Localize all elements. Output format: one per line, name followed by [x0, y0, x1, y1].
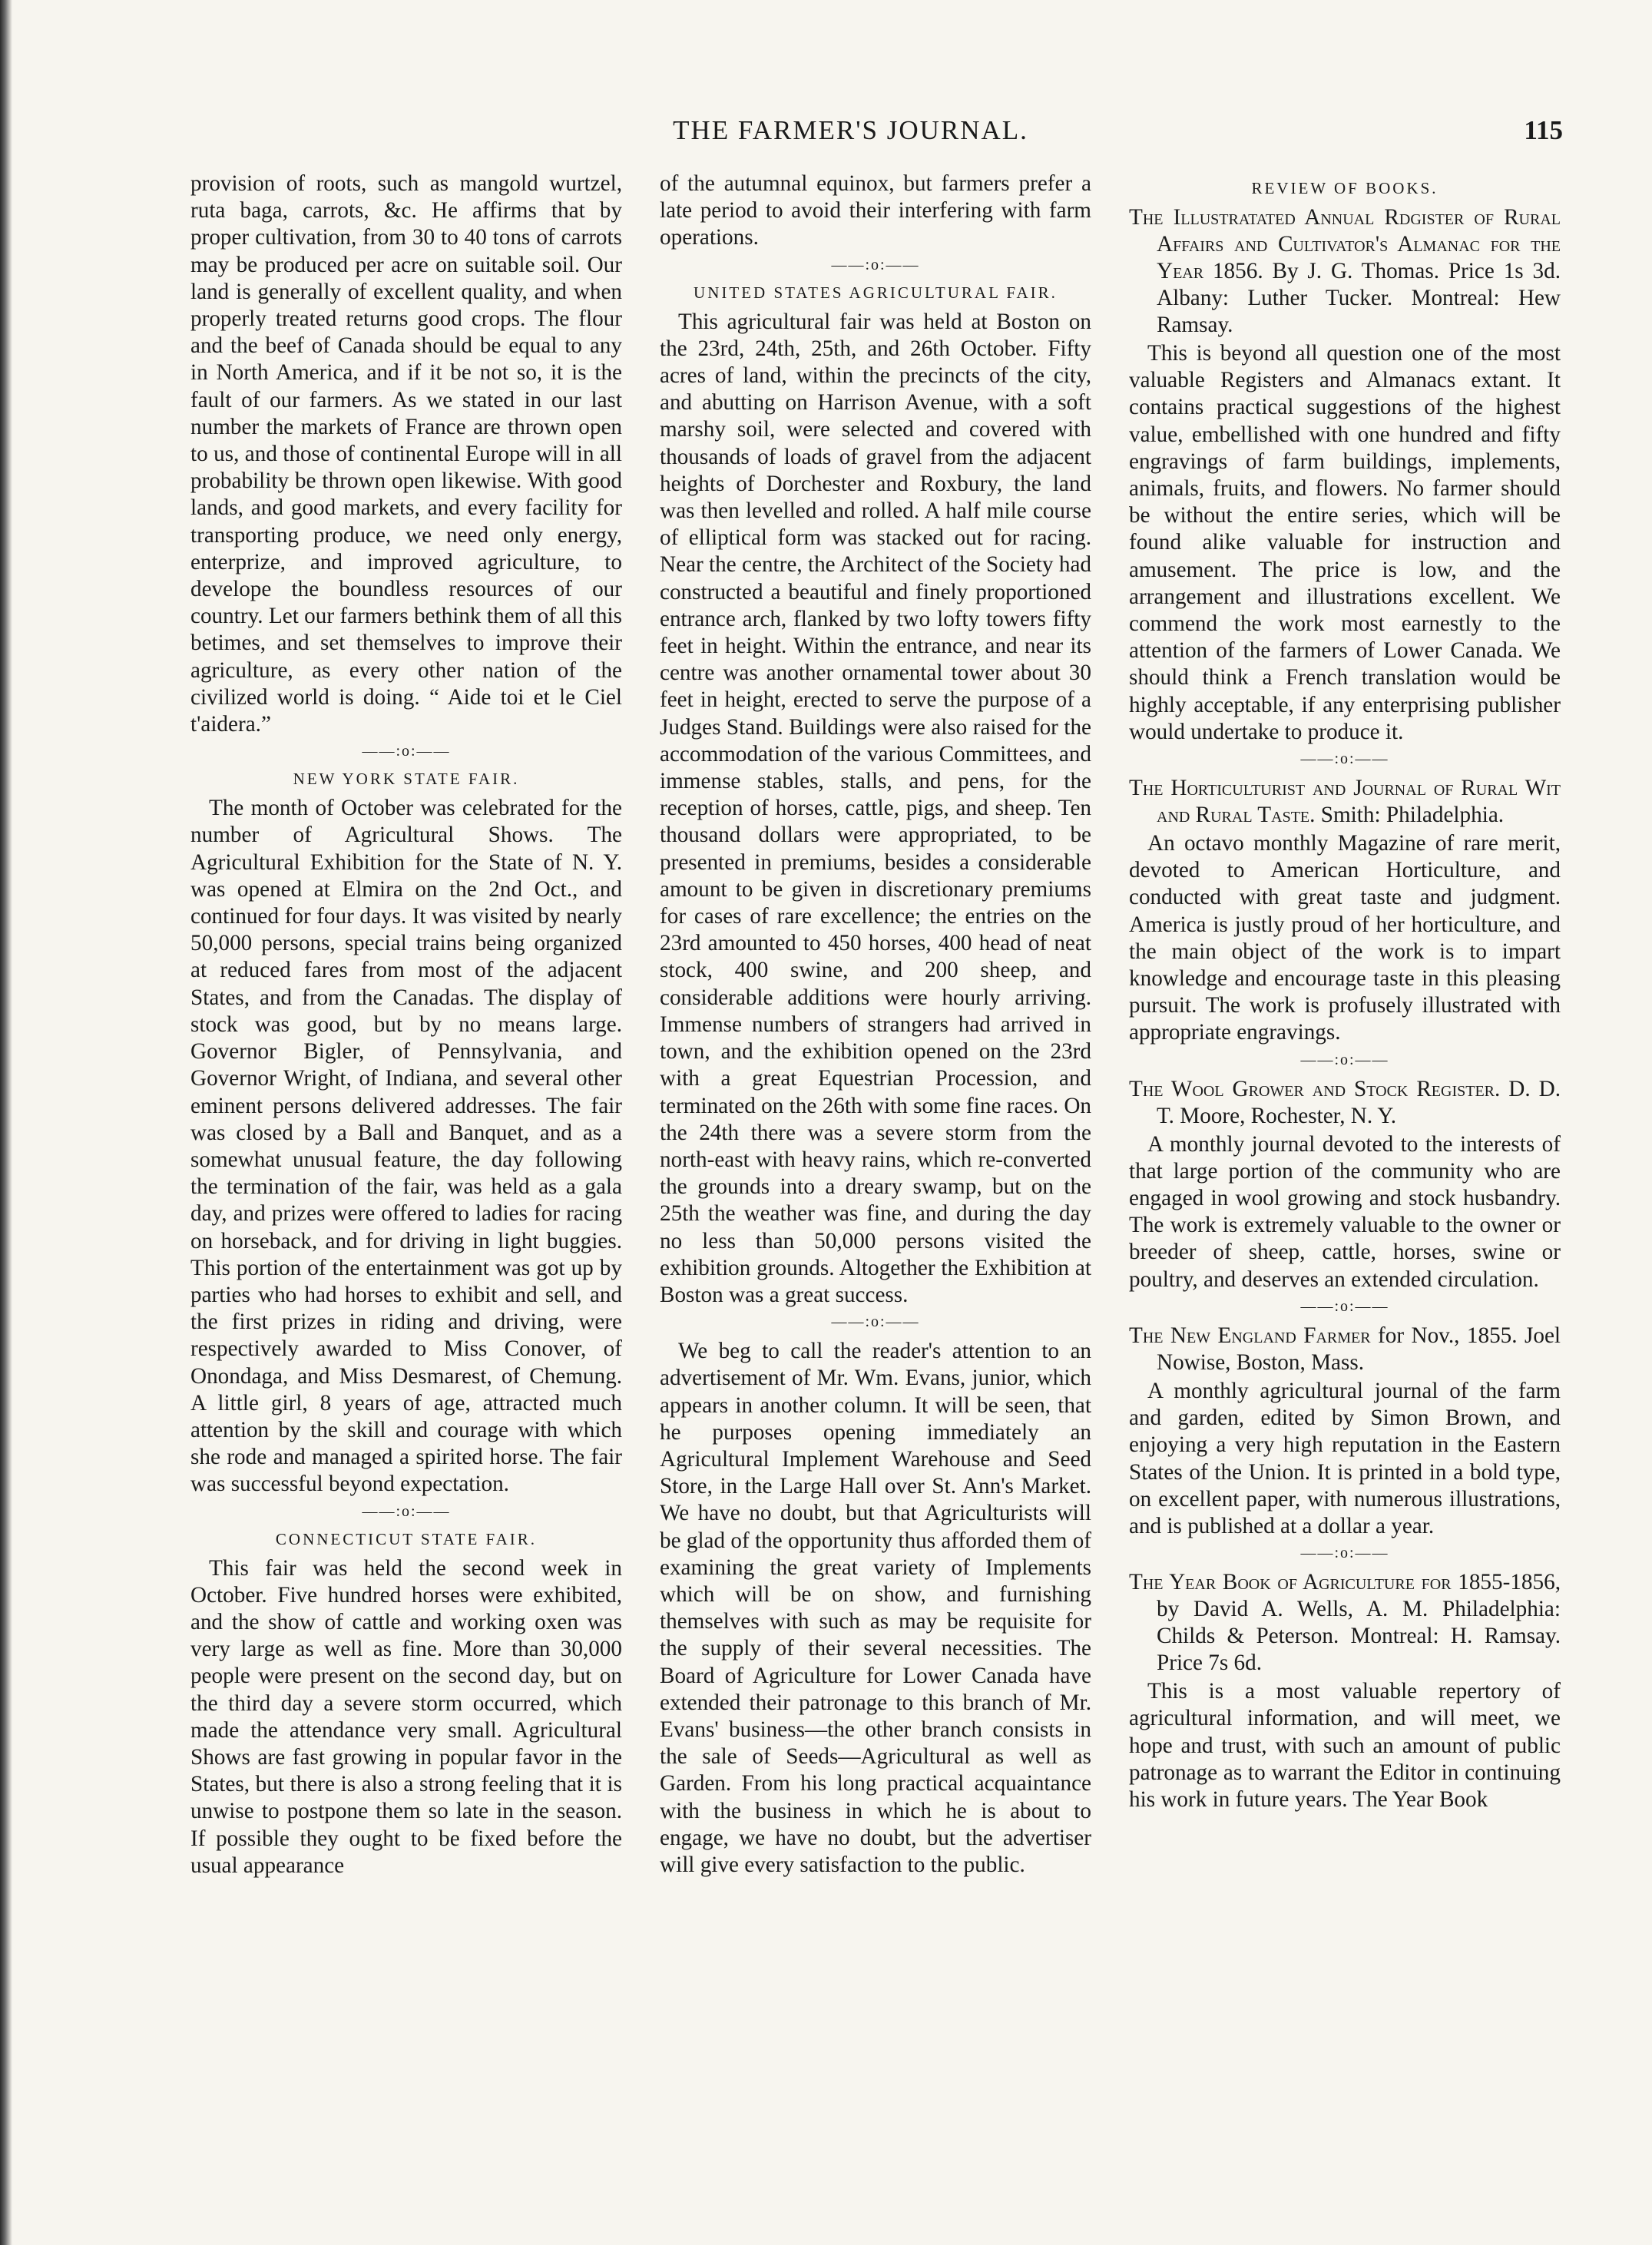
text-columns — [190, 171, 1561, 2190]
scan-edge — [0, 0, 12, 2245]
book-review-paragraph: An octavo monthly Magazine of rare merit, devoted to American Horticulture, and conducted with great taste and judgment. America is justly proud of her horticulture, and the main object of the work is to impart knowledge and encourage taste in this pleasing pursuit. The work is profusely illustrated with appropriate engravings. — [1129, 831, 1561, 1045]
paragraph-connecticut-fair-continued: of the autumnal equinox, but farmers prefer a late period to avoid their interfering with farm operations. — [660, 171, 1091, 250]
section-divider: ——:o:—— — [831, 1313, 920, 1331]
book-title-text: The New England Farmer — [1129, 1323, 1371, 1348]
book-title-text: The Illustratated Annual Rdgister of Rural Affairs and Cultivator's Almanac for the Year 1856. — [1129, 205, 1561, 283]
book-imprint: by David A. Wells, A. M. Philadelphia: Childs & Peterson. Montreal: H. Ramsay. Price 7s 6d. — [1157, 1597, 1561, 1676]
page-number: 115 — [1524, 115, 1563, 145]
paragraph-intro: provision of roots, such as mangold wurtzel, ruta baga, carrots, &c. He affirms that by proper cultivation, from 30 to 40 tons of carrots may be produced per acre on suitable soil. Our land is generally of excellent quality, and when properly treated returns good crops. The flour and the beef of Canada should be equal to any in North America, and if it be not so, it is the fault of our farmers. As we stated in our last number the markets of France are thrown open to us, and those of continental Europe will in all probability be thrown open likewise. With good lands, and good markets, and every facility for transporting produce, we need only energy, enterprize, and improved agriculture, to develope the boundless resources of our country. Let our farmers bethink them of all this betimes, and set themselves to improve their agriculture, as every other nation of the civilized world is doing. “ Aide toi et le Ciel t'aidera.” — [190, 171, 622, 737]
column-middle — [660, 171, 1091, 2190]
paragraph-united-states-fair: This agricultural fair was held at Boston on the 23rd, 24th, 25th, and 26th October. Fifty acres of land, within the precincts of the city, and abutting on Harrison Avenue, with a soft marshy soil, were selected and covered with thousands of loads of gravel from the adjacent heights of Dorchester and Roxbury, the land was then levelled and rolled. A half mile course of elliptical form was stacked out for racing. Near the centre, the Architect of the Society had constructed a beautiful and finely proportioned entrance arch, flanked by two lofty towers fifty feet in height. Within the entrance, and near its centre was another ornamental tower about 30 feet in height, erected to serve the purpose of a Judges Stand. Buildings were also raised for the accommodation of the various Committees, and immense stables, stalls, and pens, for the reception of horses, cattle, pigs, and sheep. Ten thousand dollars were appropriated, to be presented in premiums, besides a considerable amount to be given in discretionary premiums for cases of rare excellence; the entries on the 23rd amounted to 450 horses, 400 head of neat stock, 400 swine, and 200 sheep, and considerable additions were hourly arriving. Immense numbers of strangers had arrived in town, and the exhibition opened on the 23rd with a great Equestrian Procession, and terminated on the 26th with some fine races. On the 24th there was a severe storm from the north-east with heavy rains, which re-converted the grounds into a dreary swamp, but on the 25th the weather was fine, and during the day no less than 50,000 persons visited the exhibition grounds. Altogether the Exhibition at Boston was a great success. — [660, 309, 1091, 1307]
book-entry-title — [1129, 775, 1561, 829]
book-review-paragraph: This is a most valuable repertory of agricultural information, and will meet, we hope and trust, with such an amount of public patronage as to warrant the Editor in continuing his work in future years. The Year Book — [1129, 1679, 1561, 1812]
book-review-paragraph: A monthly journal devoted to the interests of that large portion of the community who are engaged in wool growing and stock husbandry. The work is extremely valuable to the owner or breeder of sheep, cattle, horses, swine or poultry, and deserves an extended circulation. — [1129, 1131, 1561, 1292]
book-title-text: The Year Book of Agriculture for 1855-1856, — [1129, 1570, 1561, 1595]
book-entry-title — [1129, 1076, 1561, 1130]
book-review-paragraph: This is beyond all question one of the most valuable Registers and Almanacs extant. It contains practical suggestions of the highest value, embellished with one hundred and fifty engravings of farm buildings, implements, animals, fruits, and flowers. No farmer should be without the entire series, which will be found alike valuable for instruction and amusement. The price is low, and the arrangement and illustrations excellent. We commend the work most earnestly to the attention of the farmers of Lower Canada. We should think a French translation would be highly acceptable, if any enterprising publisher would undertake to produce it. — [1129, 341, 1561, 744]
page-header — [138, 115, 1563, 161]
book-imprint: By J. G. Thomas. Price 1s 3d. Albany: Luther Tucker. Montreal: Hew Ramsay. — [1157, 259, 1561, 337]
section-title-united-states-fair: UNITED STATES AGRICULTURAL FAIR. — [694, 283, 1058, 302]
column-left — [190, 171, 622, 2190]
section-title-new-york-fair: NEW YORK STATE FAIR. — [293, 770, 520, 789]
paragraph-evans-advertisement: We beg to call the reader's attention to an advertisement of Mr. Wm. Evans, junior, which appears in another column. It will be seen, that he purposes opening immediately an Agricultural Implement Warehouse and Seed Store, in the Large Hall over St. Ann's Market. We have no doubt, but that Agriculturists will be glad of the opportunity thus afforded them of examining the great variety of Implements which will be on show, and furnishing themselves with such as may be requisite for the supply of their several necessities. The Board of Agriculture for Lower Canada have extended their patronage to this branch of Mr. Evans' business—the other branch consists in the sale of Seeds—Agricultural as well as Garden. From his long practical acquaintance with the business in which he is about to engage, we have no doubt, but the advertiser will give every satisfaction to the public. — [660, 1339, 1091, 1877]
section-divider: ——:o:—— — [1300, 750, 1389, 768]
column-right — [1129, 171, 1561, 2190]
section-divider: ——:o:—— — [362, 743, 451, 760]
book-entry-title — [1129, 1323, 1561, 1376]
book-title-text: The Horticulturist and Journal of Rural Wit and Rural Taste. — [1129, 776, 1561, 828]
book-entry-title — [1129, 1569, 1561, 1677]
book-imprint: D. D. T. Moore, Rochester, N. Y. — [1157, 1076, 1561, 1128]
book-review-paragraph: A monthly agricultural journal of the farm and garden, edited by Simon Brown, and enjoying a very high reputation in the Eastern States of the Union. It is printed in a bold type, on excellent paper, with numerous illustrations, and is published at a dollar a year. — [1129, 1378, 1561, 1538]
section-title-connecticut-fair: CONNECTICUT STATE FAIR. — [275, 1529, 538, 1548]
section-divider: ——:o:—— — [1300, 1297, 1389, 1315]
section-divider: ——:o:—— — [362, 1502, 451, 1520]
section-divider: ——:o:—— — [831, 256, 920, 273]
book-title-text: The Wool Grower and Stock Register. — [1129, 1076, 1501, 1101]
running-head: THE FARMER'S JOURNAL. — [673, 115, 1028, 145]
book-entry-title — [1129, 204, 1561, 339]
book-imprint: for Nov., 1855. Joel Nowise, Boston, Mass. — [1157, 1323, 1561, 1375]
paragraph-new-york-fair: The month of October was celebrated for the number of Agricultural Shows. The Agricultural Exhibition for the State of N. Y. was opened at Elmira on the 2nd Oct., and continued for four days. It was visited by nearly 50,000 persons, special trains being organized at reduced fares from most of the adjacent States, and from the Canadas. The display of stock was good, but by no means large. Governor Bigler, of Pennsylvania, and Governor Wright, of Indiana, and several other eminent persons delivered addresses. The fair was closed by a Ball and Banquet, and as a somewhat unusual feature, the day following the termination of the fair, was held as a gala day, and prizes were offered to ladies for racing on horseback, and for driving in light buggies. This portion of the entertainment was got up by parties who had horses to exhibit and sell, and the first prizes in riding and driving, were respectively awarded to Miss Conover, of Onondaga, and Miss Desmarest, of Chemung. A little girl, 8 years of age, attracted much attention by the skill and courage with which she rode and managed a spirited horse. The fair was successful beyond expectation. — [190, 796, 622, 1497]
section-divider: ——:o:—— — [1300, 1051, 1389, 1068]
section-divider: ——:o:—— — [1300, 1545, 1389, 1562]
section-title-review-of-books: REVIEW OF BOOKS. — [1251, 179, 1438, 197]
book-imprint: Smith: Philadelphia. — [1320, 803, 1505, 828]
paragraph-connecticut-fair: This fair was held the second week in October. Five hundred horses were exhibited, and the show of cattle and working oxen was very large as well as fine. More than 30,000 people were present on the second day, but on the third day a severe storm occurred, which made the attendance very small. Agricultural Shows are fast growing in popular favor in the States, but there is also a strong feeling that it is unwise to postpone them so late in the season. If possible they ought to be fixed before the usual appearance — [190, 1555, 622, 1878]
